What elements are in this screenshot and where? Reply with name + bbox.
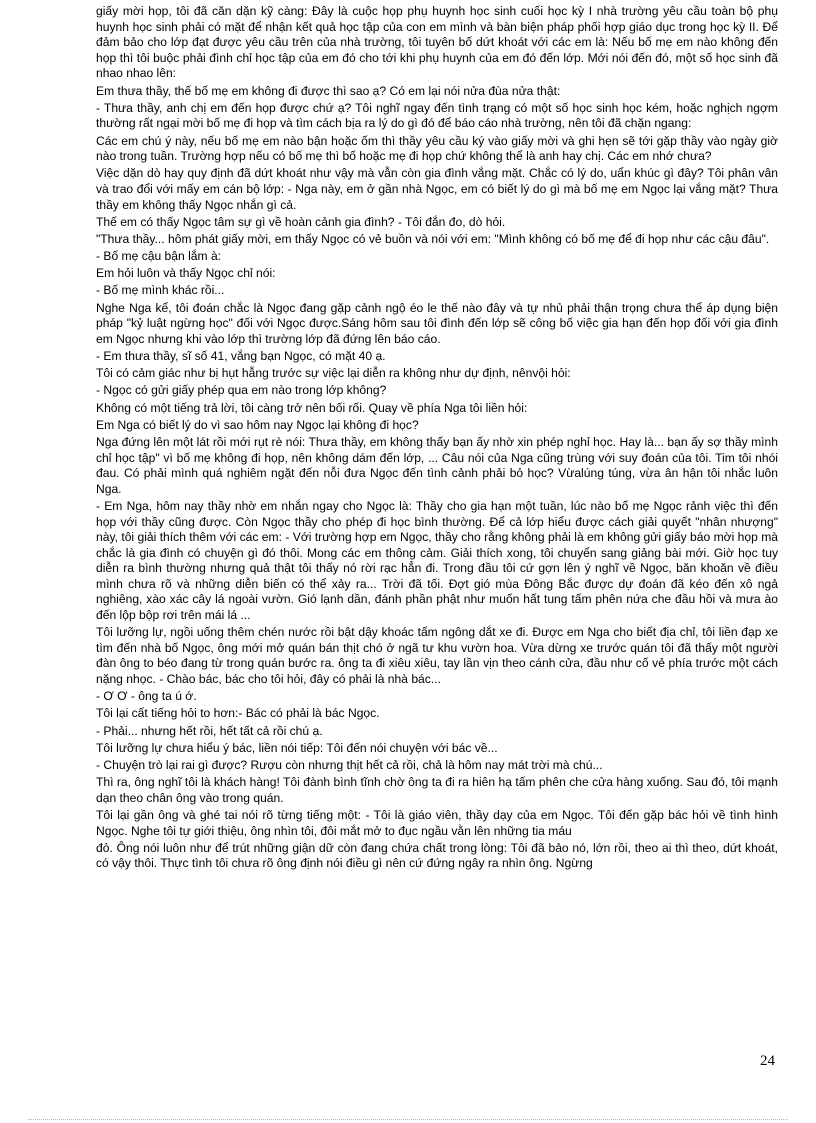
paragraph: - Bố mẹ cậu bận lắm à: [96,249,222,264]
paragraph: Tôi lại gần ông và ghé tai nói rõ từng tiếng một: - Tôi là giáo viên, thầy dạy của em Ngọc. Tôi đến gặp bác hỏi về tình hình Ngọc. Nghe tôi tự giới thiệu, ông nhìn tôi, đôi mắt mở to đục ngầu vằn lên những tia máu [96,807,778,838]
paragraph: - Thưa thầy, anh chị em đến họp được chứ ạ? Tôi nghĩ ngay đến tình trạng có một số học sinh học kém, hoặc nghịch ngợm thường rất ngại mời bố mẹ đi họp và tìm cách bịa ra lý do gì đó để báo cáo nhà trường, nên tôi đã chặn ngang: [96,100,778,131]
paragraph: - Ơ Ơ - ông ta ú ớ. [96,689,197,704]
paragraph: - Em Nga, hôm nay thầy nhờ em nhắn ngay cho Ngọc là: Thầy cho gia hạn một tuần, lúc nào bố mẹ Ngọc rảnh việc thì đến họp với thầy cũng được. Còn Ngọc thầy cho phép đi học bình thường. Để cả lớp hiểu được cách giải quyết "nhân nhượng" này, tôi giải thích thêm với các em: - Với trường hợp em Ngọc, thầy cho rằng không phải là em không gửi giấy báo mời họp mà chắc là gia đình có chuyện gì đó thôi. Mong các em thông cảm. Giải thích xong, tôi chuyển sang giảng bài mới. Giờ học tuy diễn ra bình thường nhưng quả thật tôi thấy nó rời rạc hẳn đi. Trong đầu tôi cứ gợn lên ý nghĩ về Ngọc, băn khoăn về điều mình chưa rõ và những diễn biến có thể xảy ra... Trời đã tối. Đợt gió mùa Đông Bắc được dự đoán đã kéo đến xô ngả nghiêng, xào xác cây lá ngoài vườn. Gió lạnh dần, đánh phần phật như muốn hất tung tấm phên nứa che đầu hồi và mưa ào đến lộp bộp rơi trên mái lá ... [96,498,778,623]
paragraph: Nga đứng lên một lát rồi mới rụt rè nói: Thưa thầy, em không thấy bạn ấy nhờ xin phép nghỉ học. Hay là... bạn ấy sợ thầy mình chỉ học tập" vì bố mẹ không đi họp, nên không dám đến lớp, ... Câu nói của Nga cũng trùng với suy đoán của tôi. Tim tôi nhói đau. Có phải mình quá nghiêm ngặt đến nỗi đưa Ngọc đến tình cảnh phải bỏ học? Vừalúng túng, vừa ân hận tôi nhắc luôn Nga. [96,434,778,496]
paragraph: Em Nga có biết lý do vì sao hôm nay Ngọc lại không đi học? [96,417,419,432]
page-number: 24 [760,1053,775,1069]
paragraph: - Bố mẹ mình khác rồi... [96,283,225,298]
paragraph: đỏ. Ông nói luôn như để trút những giận dữ còn đang chứa chất trong lòng: Tôi đã bảo nó, lớn rồi, theo ai thì theo, dứt khoát, có vậy thôi. Thực tình tôi chưa rõ ông định nói điều gì nên cứ đứng ngây ra nhìn ông. Ngừng [96,840,778,871]
footer-divider [28,1119,788,1120]
paragraph: Tôi lại cất tiếng hỏi to hơn:- Bác có phải là bác Ngọc. [96,706,380,721]
paragraph: Thì ra, ông nghĩ tôi là khách hàng! Tôi đành bình tĩnh chờ ông ta đi ra hiên hạ tấm phên che cửa hàng xuống. Sau đó, tôi mạnh dạn theo chân ông vào trong quán. [96,775,778,805]
paragraph: giấy mời họp, tôi đã căn dặn kỹ càng: Đây là cuộc họp phụ huynh học sinh cuối học kỳ I nhà trường yêu cầu toàn bộ phụ huynh học sinh phải có mặt để nhận kết quả học tập của con em mình và bàn biện pháp phối hợp giáo dục trong học kỳ II. Để đảm bảo cho lớp đạt được yêu cầu trên của nhà trường, tôi tuyên bố dứt khoát với các em là: Nếu bố mẹ em nào không đến họp thì tôi buộc phải đình chỉ học tập của em đó cho tới khi phụ huynh của em đó đến lớp. Mới nói đến đó, một số học sinh đã nhao nhao lên: [96,4,778,81]
paragraph: Thế em có thấy Ngọc tâm sự gì về hoàn cảnh gia đình? - Tôi đắn đo, dò hỏi. [96,214,506,229]
paragraph: Không có một tiếng trả lời, tôi càng trở nên bối rối. Quay về phía Nga tôi liền hỏi: [96,400,528,415]
paragraph: Nghe Nga kể, tôi đoán chắc là Ngọc đang gặp cảnh ngộ éo le thế nào đây và tự nhủ phải thận trọng chưa thể áp dụng biện pháp "kỷ luật ngừng học" đối với Ngọc được.Sáng hôm sau tôi đình đến lớp sẽ công bố việc gia hạn đến họp đối với gia đình em Ngọc nhưng khi vào lớp thì trường lớp đã đứng lên báo cáo. [96,300,778,346]
paragraph: Em thưa thầy, thế bố mẹ em không đi được thì sao ạ? Có em lại nói nửa đùa nửa thật: [96,83,561,98]
paragraph: Các em chú ý này, nếu bố mẹ em nào bận hoặc ốm thì thầy yêu cầu ký vào giấy mời và ghi hẹn sẽ tới gặp thầy vào ngày giờ nào trong tuần. Trường hợp nếu có bố mẹ thì bố hoặc mẹ đi họp chứ không thể là anh hay chị. Các em nhớ chưa? [96,133,778,164]
paragraph: - Phải... nhưng hết rồi, hết tất cả rồi chú ạ. [96,723,323,738]
paragraph: Tôi có cảm giác như bị hụt hẫng trước sự việc lại diễn ra không như dự định, nênvội hỏi: [96,366,571,381]
paragraph: Việc dặn dò hay quy định đã dứt khoát như vậy mà vẫn còn gia đình vắng mặt. Chắc có lý do, uẩn khúc gì đây? Tôi phân vân và trao đổi với mấy em cán bộ lớp: - Nga này, em ở gần nhà Ngọc, em có biết lý do gì mà bố mẹ em Ngọc lại vắng mặt? Thưa thầy em không thấy Ngọc nhắn gì cả. [96,166,778,212]
paragraph: Tôi lưỡng lự chưa hiểu ý bác, liền nói tiếp: Tôi đến nói chuyện với bác về... [96,740,498,755]
paragraph: Tôi lưỡng lự, ngồi uống thêm chén nước rồi bật dậy khoác tấm ngông dắt xe đi. Được em Nga cho biết địa chỉ, tôi liền đạp xe tìm đến nhà bố Ngọc, ông mới mở quán bán thịt chó ở ngã tư khu vườn hoa. Vừa dừng xe trước quán tôi đã thấy một người đàn ông to béo đang từ trong quán bước ra. ông ta đi xiêu xiêu, tay lần vịn theo cánh cửa, đầu như cố vẻ phía trước một cách nặng nhọc. - Chào bác, bác cho tôi hỏi, đây có phải là nhà bác... [96,625,778,687]
body-text [96,4,778,874]
paragraph: "Thưa thầy... hôm phát giấy mời, em thấy Ngọc có vẻ buồn và nói với em: "Mình không có bố mẹ để đi họp như các cậu đâu". [96,231,770,246]
paragraph: Em hỏi luôn và thấy Ngọc chỉ nói: [96,266,276,281]
paragraph: - Em thưa thầy, sĩ số 41, vắng bạn Ngọc, có mặt 40 ạ. [96,349,386,363]
paragraph: - Chuyện trò lại rai gì được? Rượu còn nhưng thịt hết cả rồi, chả là hôm nay mát trời mà chú... [96,757,603,772]
paragraph: - Ngọc có gửi giấy phép qua em nào trong lớp không? [96,383,387,398]
